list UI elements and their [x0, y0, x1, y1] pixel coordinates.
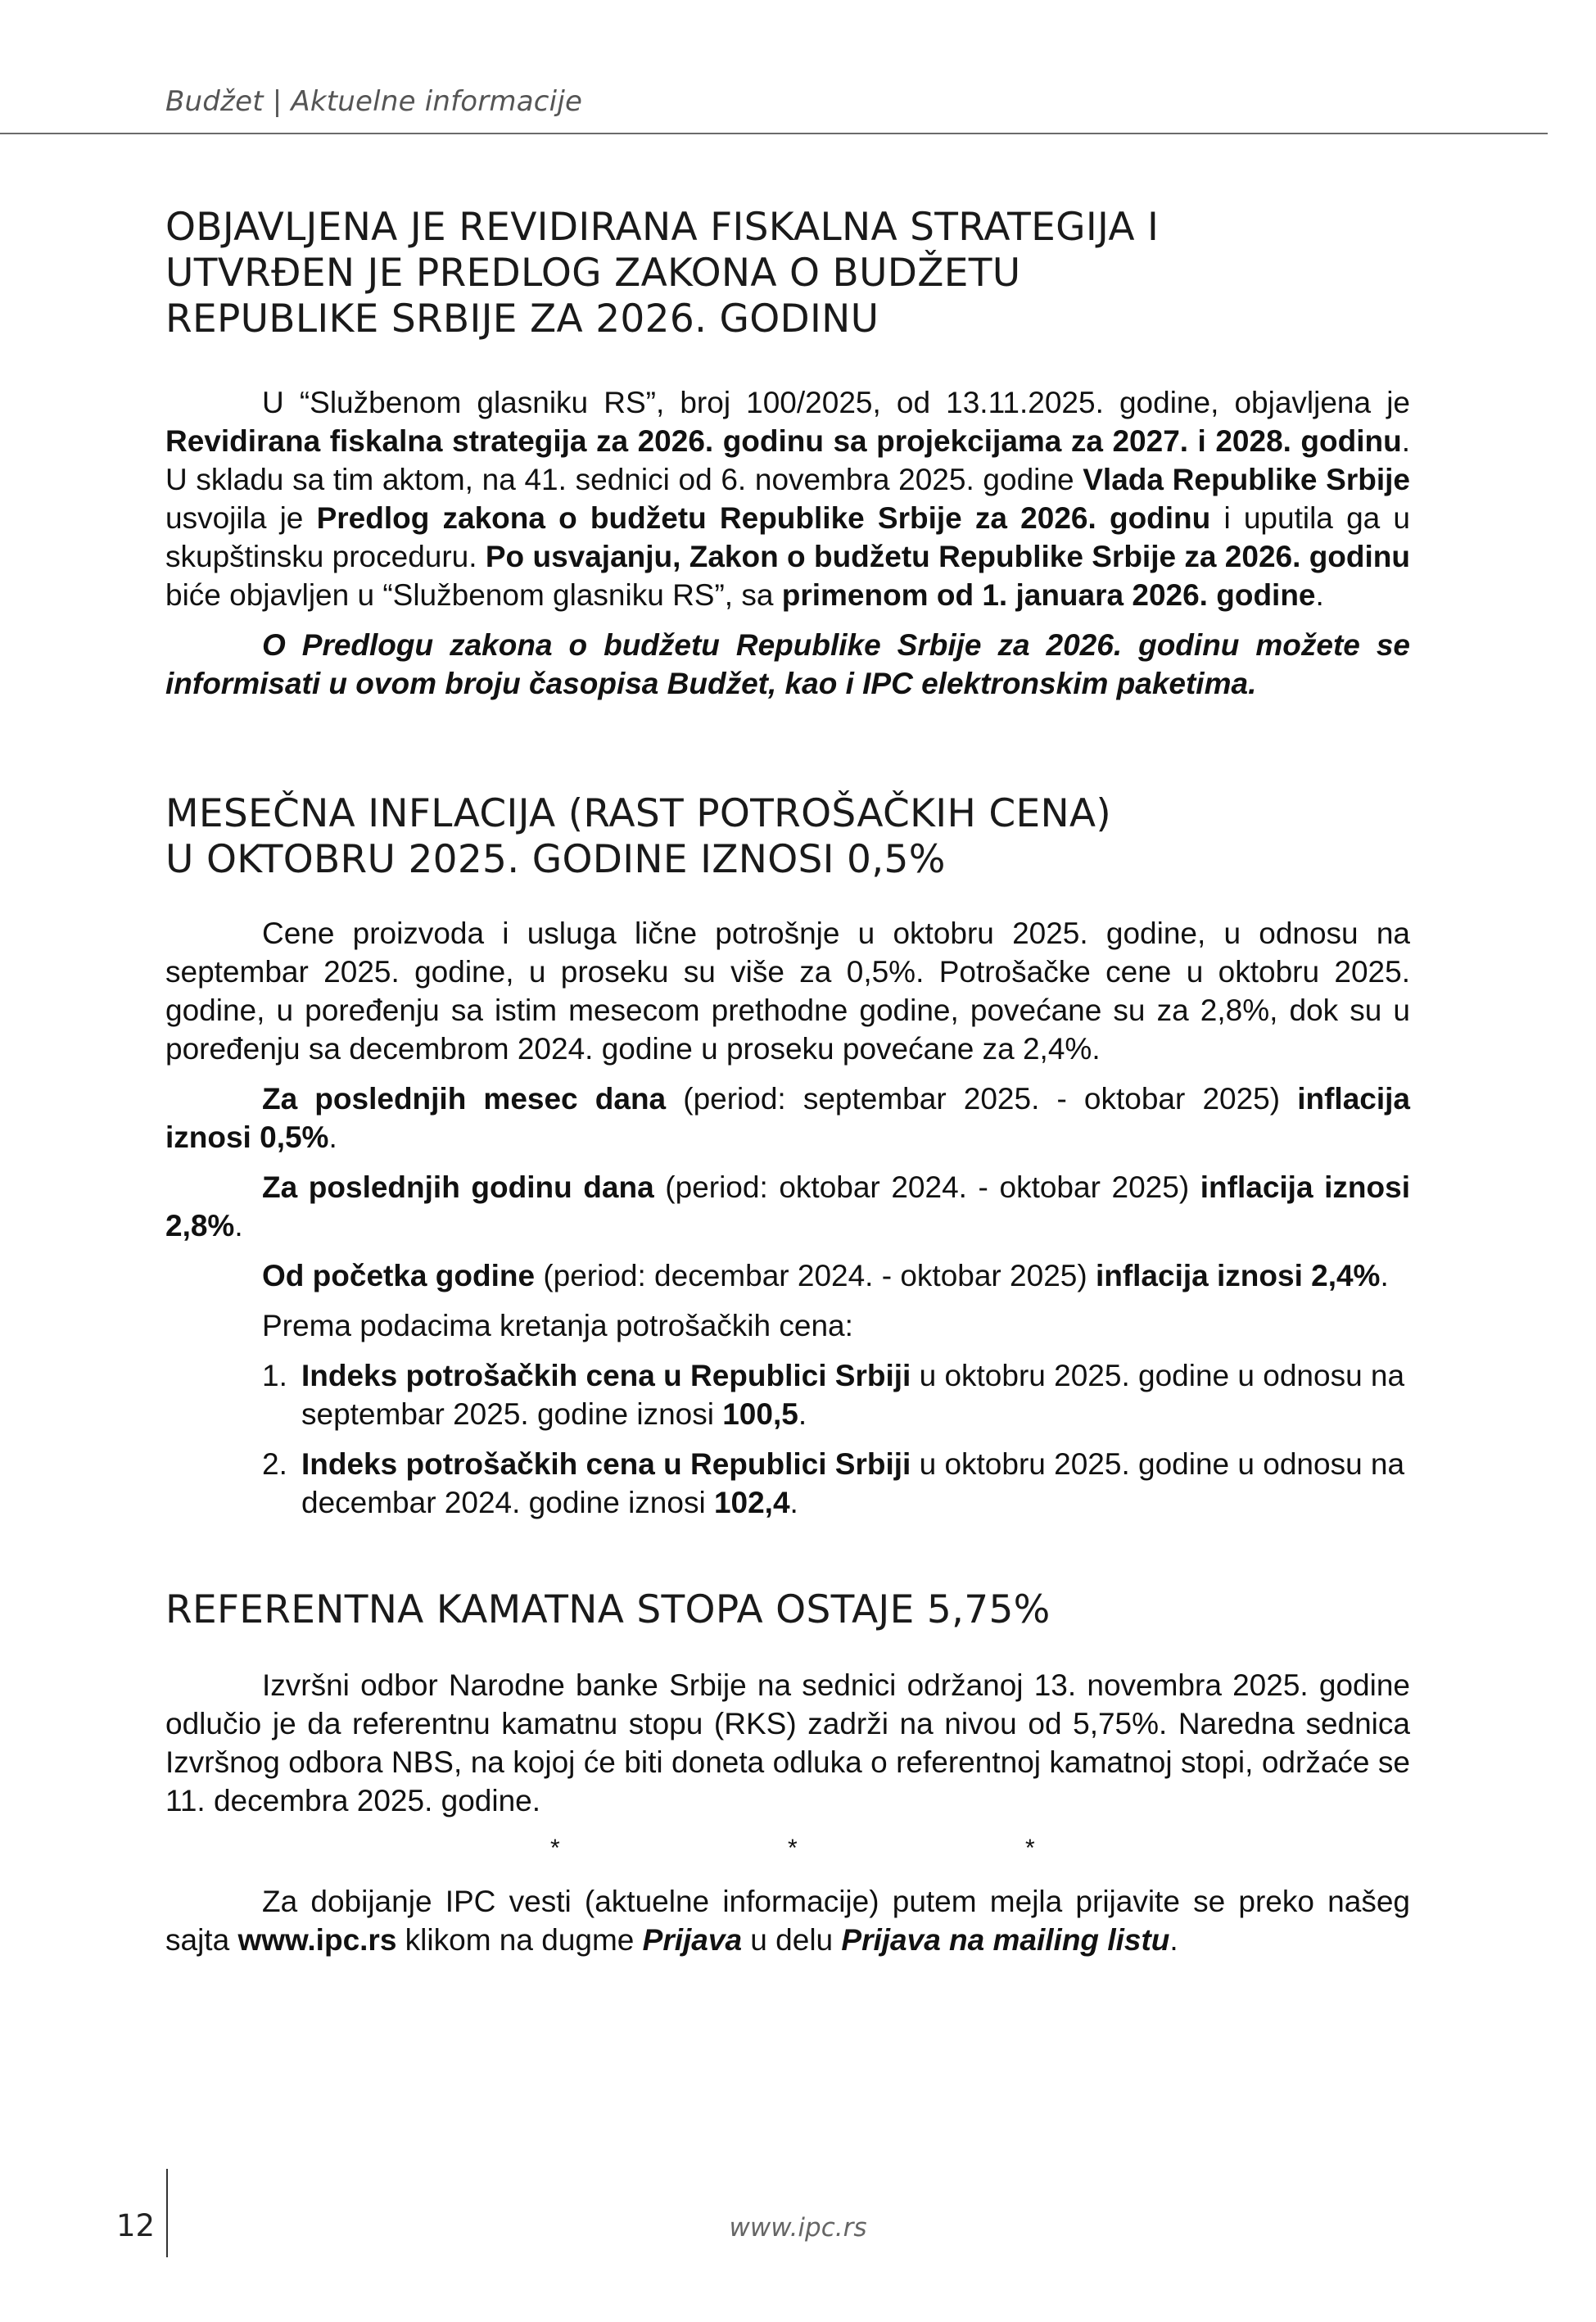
paragraph: Prema podacima kretanja potrošačkih cena:	[262, 1309, 853, 1342]
bold-italic-text: Prijava na mailing listu	[841, 1923, 1170, 1957]
list-item	[165, 1445, 1410, 1522]
paragraph-emphasis: O Predlogu zakona o budžetu Republike Srbije za 2026. godinu možete se informisati u ovom broju časopisa Budžet, kao i IPC elektronskim paketima.	[165, 628, 1410, 700]
bold-text: Predlog zakona o budžetu Republike Srbije za 2026. godinu	[316, 501, 1211, 535]
star: *	[788, 1835, 798, 1862]
paragraph	[165, 1256, 1410, 1295]
text: u oktobru 2025. godine u odnosu na decembar 2024. godine iznosi	[301, 1447, 1405, 1519]
bold-text: Revidirana fiskalna strategija za 2026. godinu sa projekcijama za 2027. i 2028. godinu	[165, 424, 1402, 458]
bold-text: primenom od 1. januara 2026. godine	[781, 578, 1316, 612]
text: U “Službenom glasniku RS”, broj 100/2025, od 13.11.2025. godine, objavljena je	[262, 386, 1410, 419]
text: .	[328, 1120, 337, 1154]
bold-text: inflacija iznosi 2,8%	[165, 1170, 1410, 1242]
section-inflation	[165, 791, 1410, 1522]
section-interest-rate	[165, 1587, 1410, 1959]
list-number: 1.	[262, 1359, 287, 1392]
text: u oktobru 2025. godine u odnosu na septembar 2025. godine iznosi	[301, 1359, 1405, 1431]
paragraph: Izvršni odbor Narodne banke Srbije na sednici održanoj 13. novembra 2025. godine odlučio je da referentnu kamatnu stopu (RKS) zadrži na nivou od 5,75%. Naredna sednica Izvršnog odbora NBS, na kojoj će biti doneta odluka o referentnoj kamatnoj stopi, održaće se 11. decembra 2025. godine.	[165, 1668, 1410, 1817]
text: .	[1169, 1923, 1178, 1957]
paragraph	[165, 1080, 1410, 1156]
bold-text: Indeks potrošačkih cena u Republici Srbiji	[301, 1447, 911, 1481]
bold-text: Za poslednjih godinu dana	[262, 1170, 654, 1204]
star: *	[1025, 1835, 1035, 1862]
star: *	[550, 1835, 560, 1862]
section-fiscal-strategy	[165, 205, 1410, 703]
separator-stars	[165, 1823, 1410, 1882]
numbered-list	[165, 1356, 1410, 1522]
paragraph	[165, 1168, 1410, 1245]
text: .	[234, 1209, 243, 1242]
text: . U skladu sa tim aktom, na 41. sednici od 6. novembra 2025. godine	[165, 424, 1410, 496]
title-line: MESEČNA INFLACIJA (RAST POTROŠAČKIH CENA)	[165, 791, 1111, 836]
page-header	[0, 0, 1596, 138]
title-line: OBJAVLJENA JE REVIDIRANA FISKALNA STRATEGIJA I	[165, 205, 1160, 250]
title-line: U OKTOBRU 2025. GODINE IZNOSI 0,5%	[165, 837, 946, 882]
text: (period: oktobar 2024. - oktobar 2025)	[653, 1170, 1200, 1204]
section-title	[165, 791, 1410, 883]
text: biće objavljen u “Službenom glasniku RS”, sa	[165, 578, 782, 612]
list-item	[165, 1356, 1410, 1433]
bold-text: inflacija iznosi 0,5%	[165, 1082, 1410, 1154]
text: .	[798, 1397, 807, 1431]
text: usvojila je	[165, 501, 317, 535]
text: Za dobijanje IPC vesti (aktuelne informacije) putem mejla prijavite se preko našeg sajta	[165, 1885, 1410, 1957]
paragraph: Cene proizvoda i usluga lične potrošnje u oktobru 2025. godine, u odnosu na septembar 2025. godine, u proseku su više za 0,5%. Potrošačke cene u oktobru 2025. godine, u poređenju sa istim mesecom prethodne godine, povećane su za 2,8%, dok su u poređenju sa decembrom 2024. godine u proseku povećane za 2,4%.	[165, 917, 1410, 1066]
bold-text: Po usvajanju, Zakon o budžetu Republike Srbije za 2026. godinu	[485, 540, 1410, 573]
bold-italic-text: Prijava	[642, 1923, 743, 1957]
website-link[interactable]: www.ipc.rs	[237, 1923, 397, 1957]
text: (period: decembar 2024. - oktobar 2025)	[535, 1259, 1096, 1292]
list-number: 2.	[262, 1447, 287, 1481]
header-title: Budžet | Aktuelne informacije	[165, 85, 583, 118]
page-number: 12	[116, 2208, 156, 2243]
page-content	[165, 205, 1410, 1959]
bold-text: Od početka godine	[262, 1259, 536, 1292]
text: .	[1315, 578, 1324, 612]
bold-text: Indeks potrošačkih cena u Republici Srbiji	[301, 1359, 911, 1392]
bold-text: Vlada Republike Srbije	[1083, 463, 1410, 496]
section-title: REFERENTNA KAMATNA STOPA OSTAJE 5,75%	[165, 1587, 1051, 1632]
paragraph	[165, 1882, 1410, 1959]
text: (period: septembar 2025. - oktobar 2025)	[666, 1082, 1298, 1116]
text: u delu	[742, 1923, 842, 1957]
text: klikom na dugme	[396, 1923, 643, 1957]
title-line: UTVRĐEN JE PREDLOG ZAKONA O BUDŽETU	[165, 251, 1021, 296]
footer-url[interactable]: www.ipc.rs	[729, 2213, 867, 2243]
text: .	[1380, 1259, 1389, 1292]
text: i uputila ga u skupštinsku proceduru.	[165, 501, 1410, 573]
bold-text: 100,5	[722, 1397, 798, 1431]
title-line: REPUBLIKE SRBIJE ZA 2026. GODINU	[165, 296, 879, 342]
header-divider	[0, 133, 1548, 134]
bold-text: Za poslednjih mesec dana	[262, 1082, 667, 1116]
text: .	[789, 1486, 798, 1519]
bold-text: inflacija iznosi 2,4%	[1095, 1259, 1381, 1292]
paragraph	[165, 383, 1410, 614]
bold-text: 102,4	[713, 1486, 790, 1519]
section-title	[165, 205, 1410, 342]
